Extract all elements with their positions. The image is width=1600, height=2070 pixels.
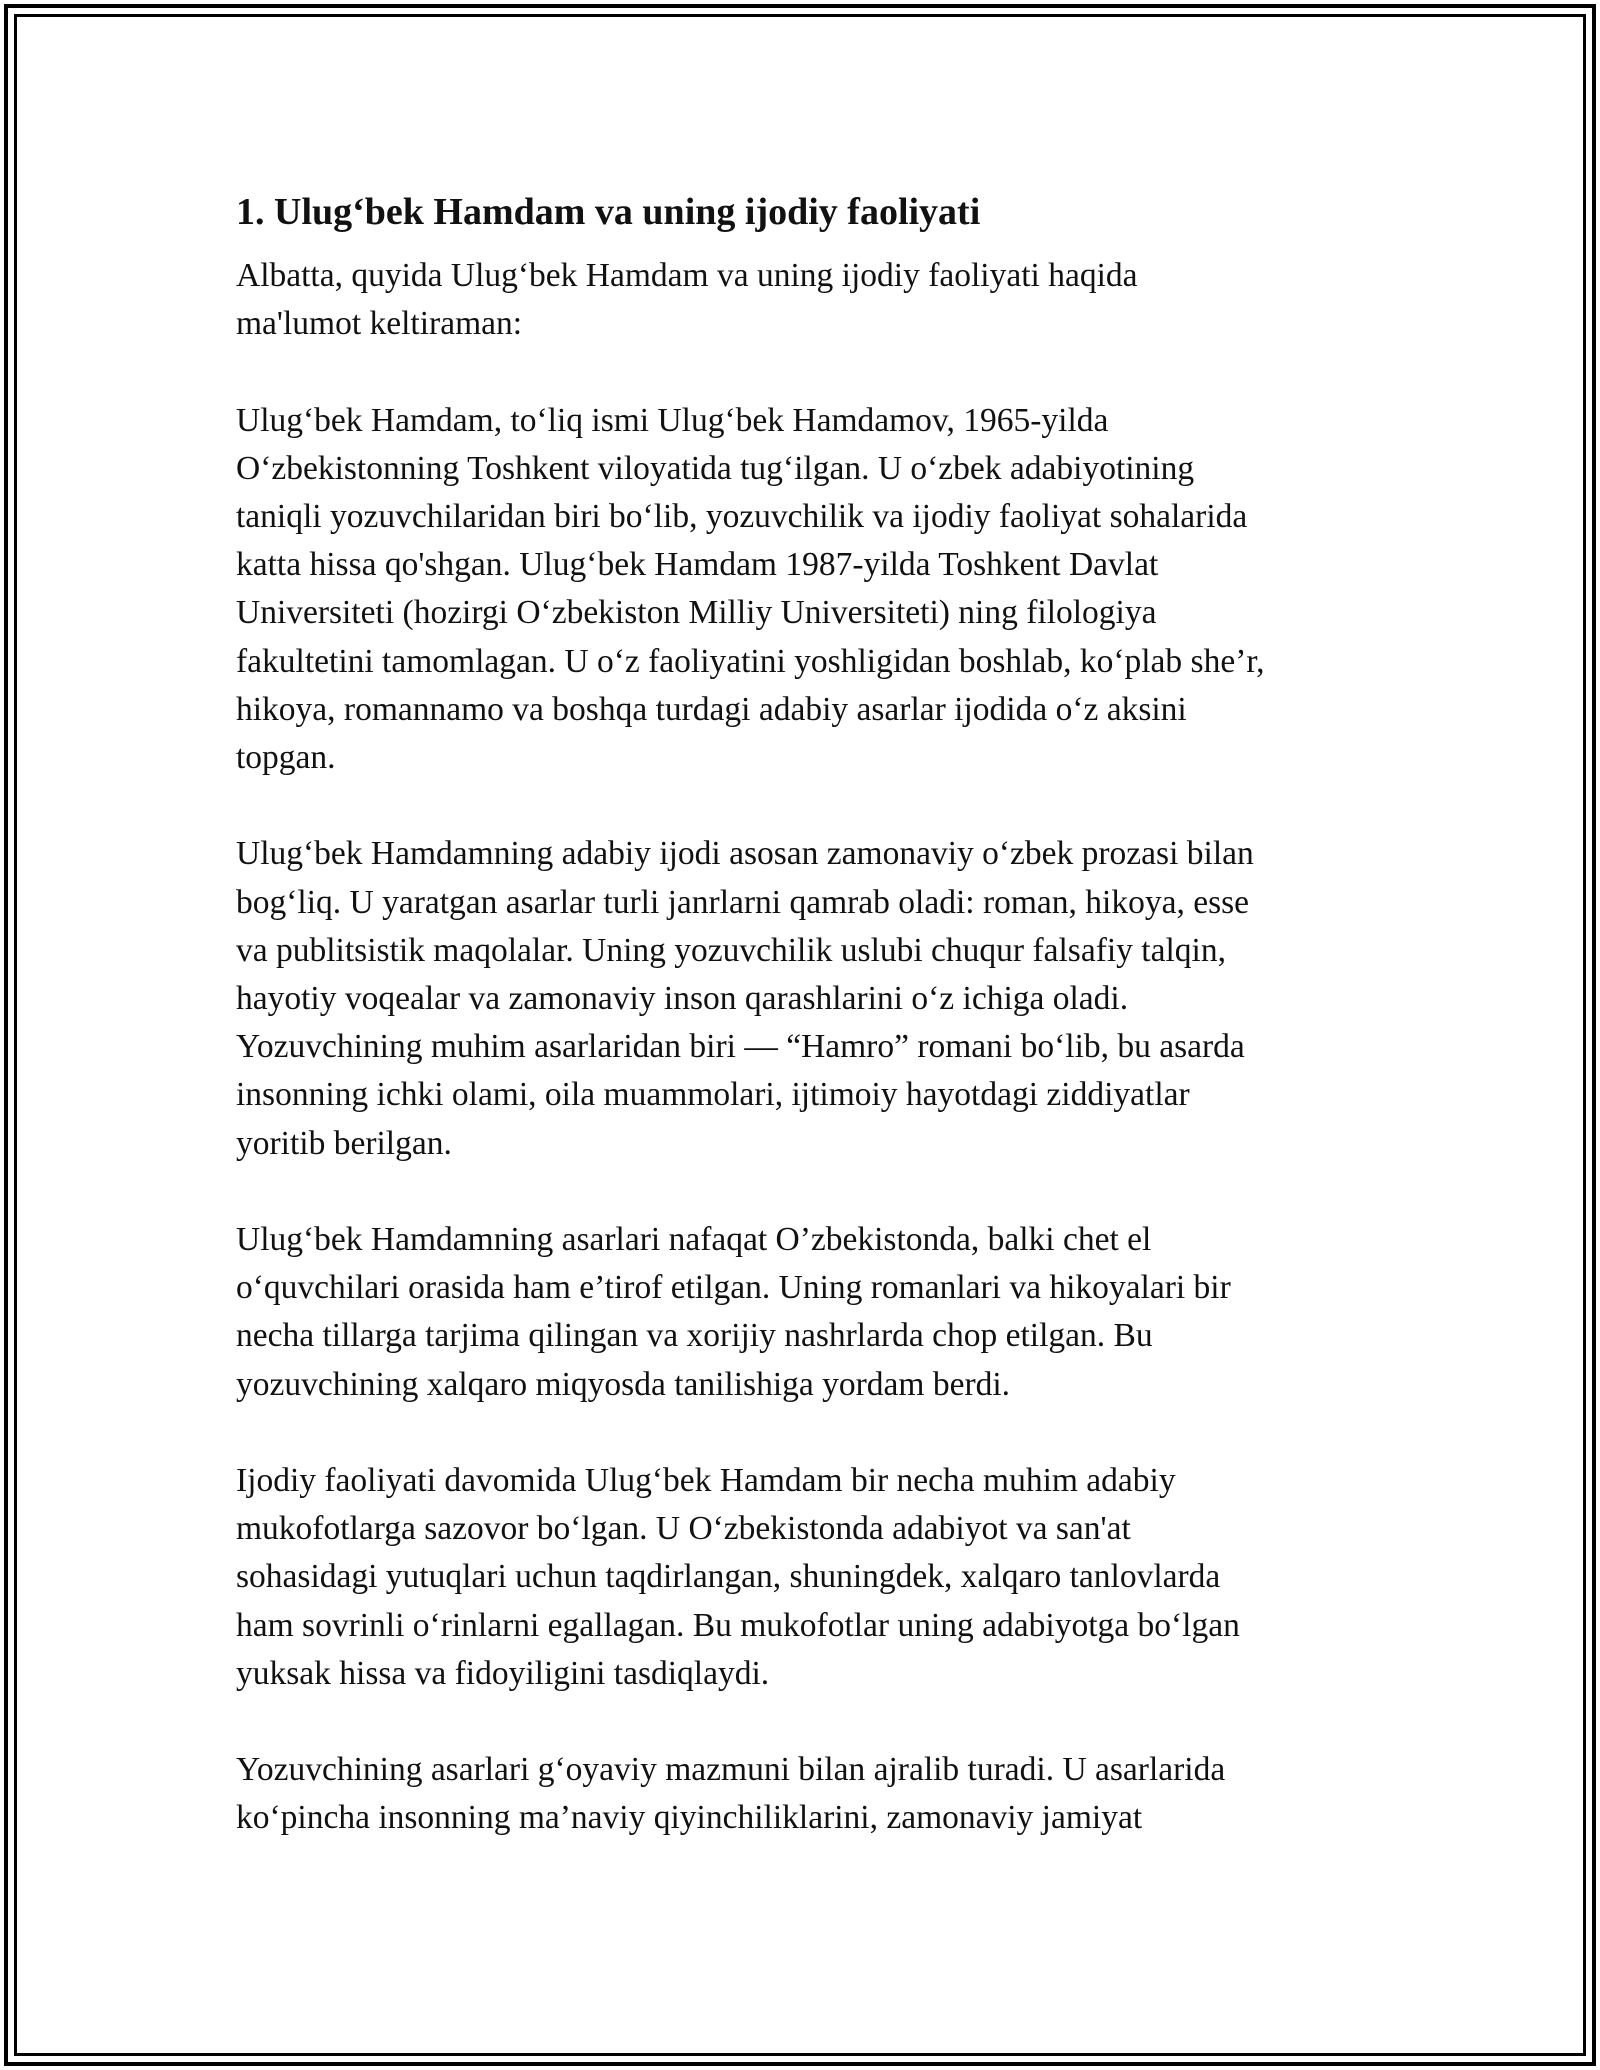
- text-line: yuksak hissa va fidoyiligini tasdiqlaydi.: [236, 1654, 770, 1692]
- text-line: ko‘pincha insonning ma’naviy qiyinchiliklarini, zamonaviy jamiyat: [236, 1799, 1143, 1837]
- paragraph-biography: [236, 397, 1376, 783]
- text-line: Ijodiy faoliyati davomida Ulug‘bek Hamdam bir necha muhim adabiy: [236, 1462, 1176, 1500]
- text-line: topgan.: [236, 739, 336, 777]
- text-line: Ulug‘bek Hamdam, to‘liq ismi Ulug‘bek Hamdamov, 1965-yilda: [236, 401, 1109, 439]
- paragraph-intro: [236, 252, 1376, 348]
- text-line: hikoya, romannamo va boshqa turdagi adabiy asarlar ijodida o‘z aksini: [236, 690, 1187, 728]
- text-line: necha tillarga tarjima qilingan va xorijiy nashrlarda chop etilgan. Bu: [236, 1317, 1153, 1355]
- text-line: fakultetini tamomlagan. U o‘z faoliyatini yoshligidan boshlab, ko‘plab she’r,: [236, 642, 1265, 680]
- paragraph-international: [236, 1216, 1376, 1409]
- text-line: yozuvchining xalqaro miqyosda tanilishiga yordam berdi.: [236, 1365, 1011, 1403]
- text-line: insonning ichki olami, oila muammolari, ijtimoiy hayotdagi ziddiyatlar: [236, 1076, 1190, 1114]
- text-line: sohasidagi yutuqlari uchun taqdirlangan, shuningdek, xalqaro tanlovlarda: [236, 1558, 1221, 1596]
- paragraph-themes: [236, 1746, 1376, 1842]
- text-line: yoritib berilgan.: [236, 1124, 452, 1162]
- section-heading: 1. Ulug‘bek Hamdam va uning ijodiy faoliyati: [236, 191, 981, 233]
- paragraph-awards: [236, 1457, 1376, 1698]
- text-line: o‘quvchilari orasida ham e’tirof etilgan. Uning romanlari va hikoyalari bir: [236, 1269, 1231, 1307]
- text-line: ham sovrinli o‘rinlarni egallagan. Bu mukofotlar uning adabiyotga bo‘lgan: [236, 1606, 1240, 1644]
- text-line: Universiteti (hozirgi O‘zbekiston Milliy Universiteti) ning filologiya: [236, 594, 1157, 632]
- text-line: Ulug‘bek Hamdamning asarlari nafaqat O’zbekistonda, balki chet el: [236, 1221, 1152, 1259]
- text-line: mukofotlarga sazovor bo‘lgan. U O‘zbekistonda adabiyot va san'at: [236, 1510, 1131, 1548]
- text-line: Yozuvchining muhim asarlaridan biri — “Hamro” romani bo‘lib, bu asarda: [236, 1028, 1245, 1066]
- text-line: Albatta, quyida Ulug‘bek Hamdam va uning ijodiy faoliyati haqida: [236, 257, 1138, 294]
- text-line: hayotiy voqealar va zamonaviy inson qarashlarini o‘z ichiga oladi.: [236, 980, 1129, 1018]
- text-line: Ulug‘bek Hamdamning adabiy ijodi asosan zamonaviy o‘zbek prozasi bilan: [236, 835, 1254, 873]
- text-line: va publitsistik maqolalar. Uning yozuvchilik uslubi chuqur falsafiy talqin,: [236, 931, 1226, 969]
- text-line: taniqli yozuvchilaridan biri bo‘lib, yozuvchilik va ijodiy faoliyat sohalarida: [236, 498, 1248, 535]
- text-line: Yozuvchining asarlari g‘oyaviy mazmuni bilan ajralib turadi. U asarlarida: [236, 1751, 1226, 1789]
- paragraph-literary-work: [236, 830, 1376, 1167]
- text-line: O‘zbekistonning Toshkent viloyatida tug‘ilgan. U o‘zbek adabiyotining: [236, 449, 1195, 487]
- document-body: [236, 188, 1376, 1891]
- text-line: ma'lumot keltiraman:: [236, 305, 523, 343]
- text-line: bog‘liq. U yaratgan asarlar turli janrlarni qamrab oladi: roman, hikoya, esse: [236, 883, 1250, 921]
- text-line: katta hissa qo'shgan. Ulug‘bek Hamdam 1987-yilda Toshkent Davlat: [236, 546, 1159, 584]
